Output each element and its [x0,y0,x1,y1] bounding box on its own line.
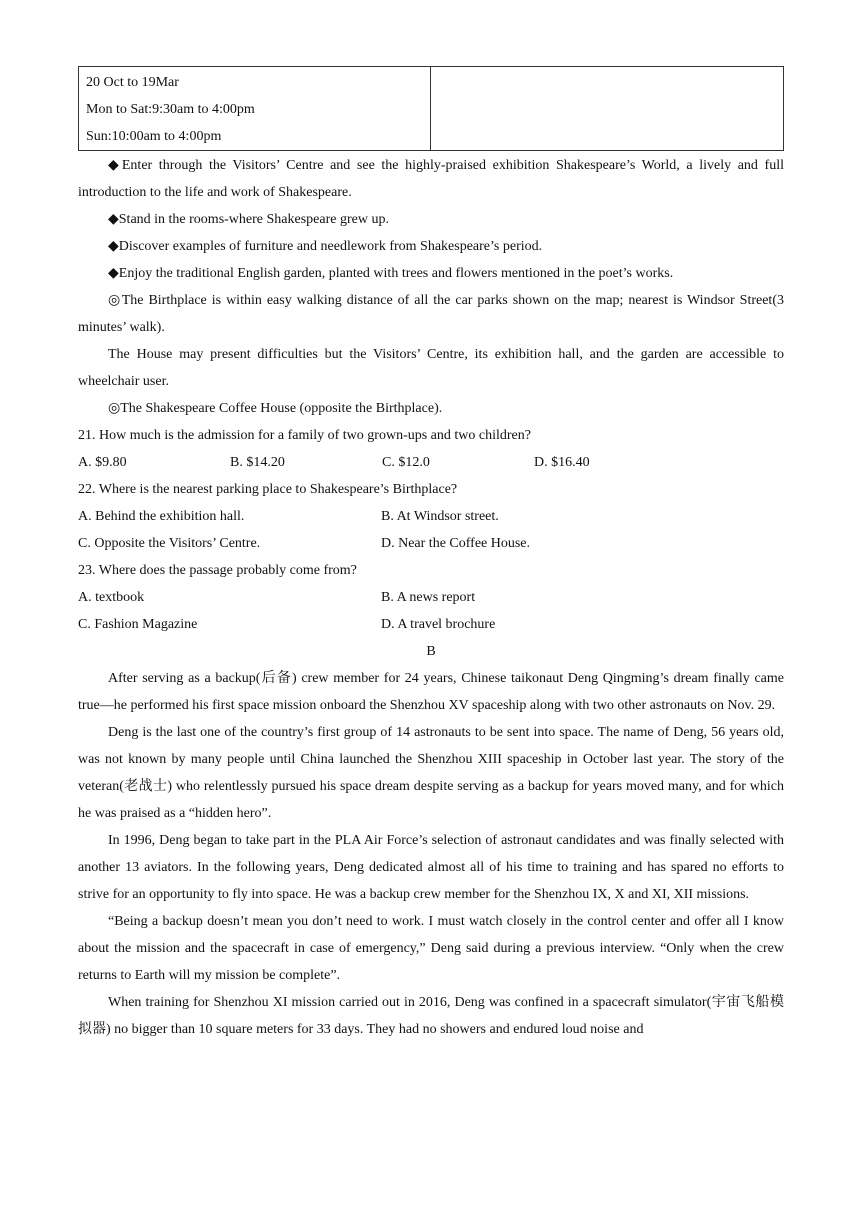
schedule-table [78,66,784,151]
options-22-row2 [78,530,784,557]
passage-paragraph: After serving as a backup(后备) crew member for 24 years, Chinese taikonaut Deng Qingming’s dream finally came true—he performed his first space mission onboard the Shenzhou XV spaceship along with two other astronauts on Nov. 29. [78,671,784,713]
schedule-line: 20 Oct to 19Mar [86,75,179,90]
schedule-cell [79,67,431,151]
schedule-line: Sun:10:00am to 4:00pm [86,129,222,144]
note-paragraph: ◎The Birthplace is within easy walking distance of all the car parks shown on the map; nearest is Windsor Street(3 minutes’ walk). [78,293,784,335]
note-paragraph: ◎The Shakespeare Coffee House (opposite the Birthplace). [108,401,443,416]
question-21: 21. How much is the admission for a family of two grown-ups and two children? [78,428,531,443]
options-23-row1 [78,584,784,611]
options-23-row2 [78,611,784,638]
feature-paragraph: ◆Discover examples of furniture and needlework from Shakespeare’s period. [108,239,543,254]
section-label: B [426,644,436,659]
question-23: 23. Where does the passage probably come from? [78,563,357,578]
option-d: D. $16.40 [534,455,590,470]
note-paragraph: The House may present difficulties but the Visitors’ Centre, its exhibition hall, and the garden are accessible to wheelchair user. [78,347,784,389]
passage-paragraph: “Being a backup doesn’t mean you don’t need to work. I must watch closely in the control center and offer all I know about the mission and the spacecraft in case of emergency,” Deng said during a previous interview. “Only when the crew returns to Earth will my mission be complete”. [78,914,784,983]
option-b: B. At Windsor street. [381,509,499,524]
feature-paragraph: ◆Enjoy the traditional English garden, planted with trees and flowers mentioned in the poet’s works. [108,266,674,281]
feature-paragraph: ◆Enter through the Visitors’ Centre and see the highly-praised exhibition Shakespeare’s World, a lively and full introduction to the life and work of Shakespeare. [78,158,784,200]
option-d: D. Near the Coffee House. [381,536,531,551]
option-b: B. $14.20 [230,455,285,470]
option-a: A. Behind the exhibition hall. [78,509,245,524]
schedule-line: Mon to Sat:9:30am to 4:00pm [86,102,255,117]
option-c: C. Fashion Magazine [78,617,198,632]
question-22: 22. Where is the nearest parking place to Shakespeare’s Birthplace? [78,482,458,497]
document-page [78,66,784,1043]
option-d: D. A travel brochure [381,617,496,632]
option-c: C. $12.0 [382,455,430,470]
option-a: A. textbook [78,590,145,605]
passage-paragraph: In 1996, Deng began to take part in the PLA Air Force’s selection of astronaut candidates and was finally selected with another 13 aviators. In the following years, Deng dedicated almost all of his time to training and has spared no efforts to strive for an opportunity to fly into space. He was a backup crew member for the Shenzhou IX, X and XI, XII missions. [78,833,784,902]
option-b: B. A news report [381,590,476,605]
empty-cell [431,67,784,151]
passage-paragraph: When training for Shenzhou XI mission carried out in 2016, Deng was confined in a spacecraft simulator(宇宙飞船模拟器) no bigger than 10 square meters for 33 days. They had no showers and endured loud noise and [78,995,784,1037]
option-c: C. Opposite the Visitors’ Centre. [78,536,261,551]
passage-paragraph: Deng is the last one of the country’s first group of 14 astronauts to be sent into space. The name of Deng, 56 years old, was not known by many people until China launched the Shenzhou XIII spaceship in October last year. The story of the veteran(老战士) who relentlessly pursued his space dream despite serving as a backup for years moved many, and for which he was praised as a “hidden hero”. [78,725,784,821]
options-22-row1 [78,503,784,530]
option-a: A. $9.80 [78,455,127,470]
feature-paragraph: ◆Stand in the rooms-where Shakespeare grew up. [108,212,389,227]
options-21 [78,449,784,476]
